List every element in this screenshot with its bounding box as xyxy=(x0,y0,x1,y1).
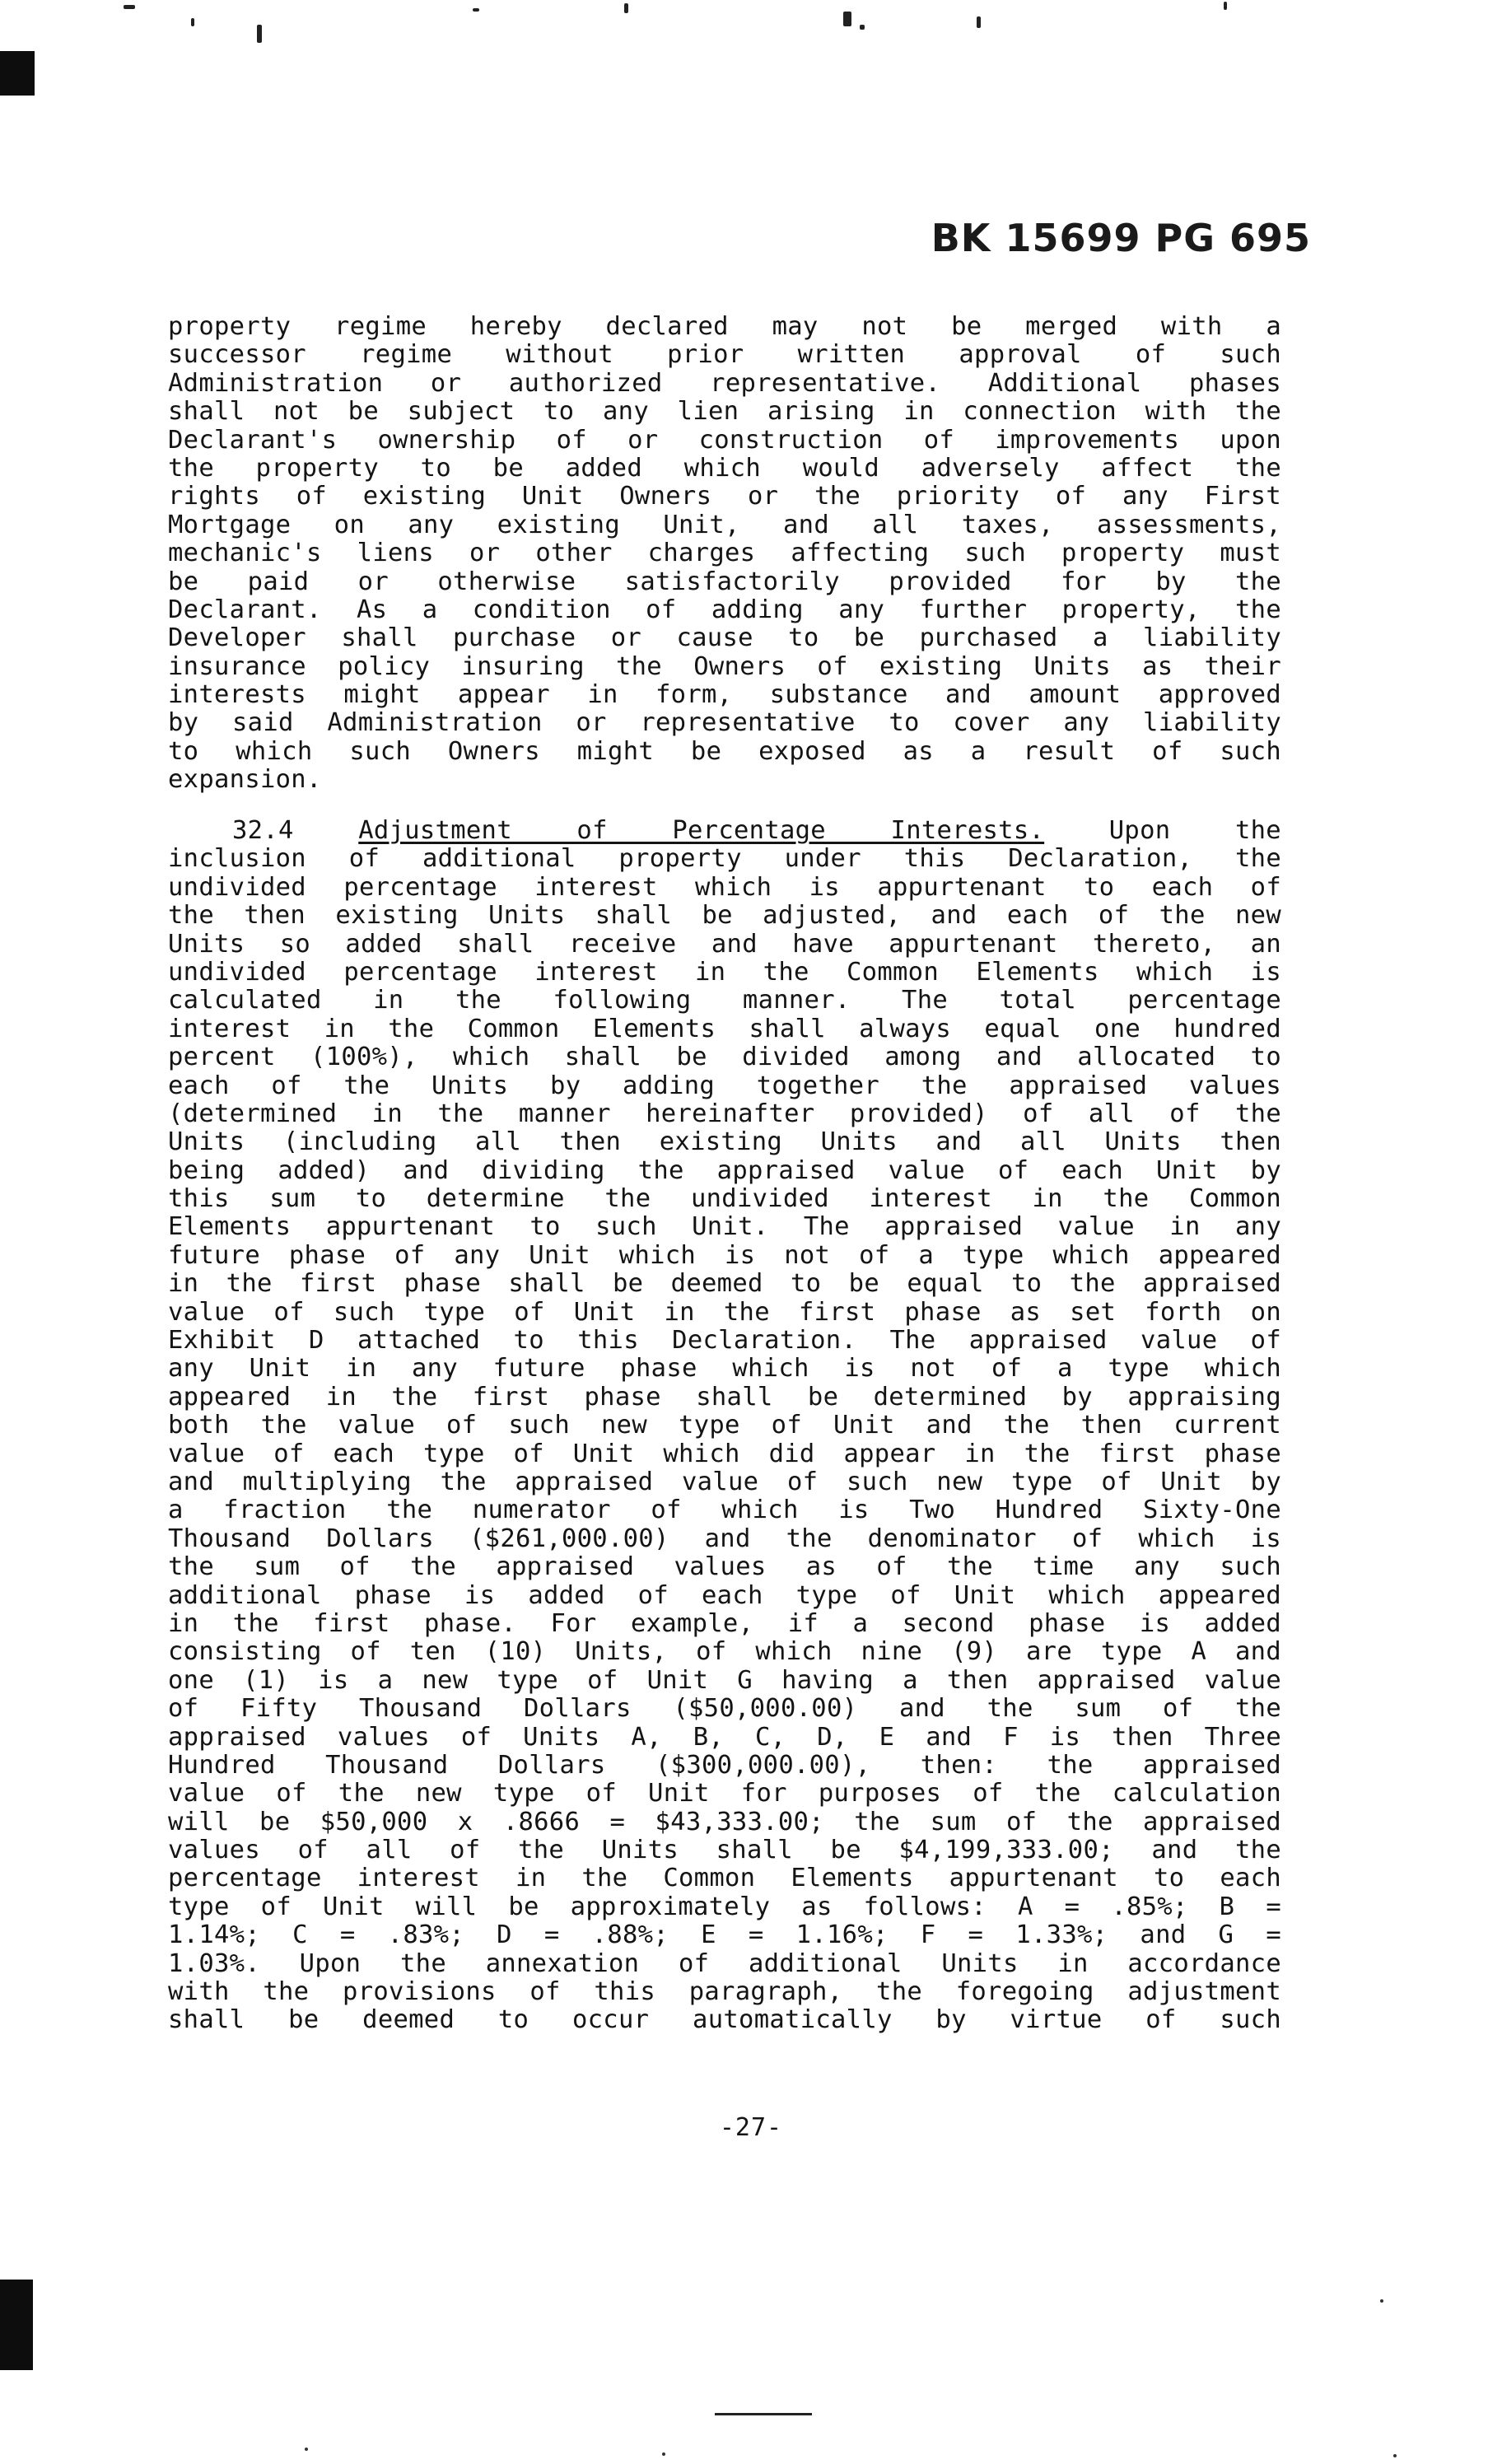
text-line: by said Administration or representative to cover any liability xyxy=(168,709,1281,738)
scan-speck xyxy=(124,5,135,9)
scan-speck xyxy=(305,2448,308,2451)
scan-speck xyxy=(1380,2299,1383,2303)
scan-speck xyxy=(1393,2454,1397,2457)
text-line: calculated in the following manner. The total percentage xyxy=(168,987,1281,1015)
text-line: values of all of the Units shall be $4,199,333.00; and the xyxy=(168,1836,1281,1865)
text-line: shall not be subject to any lien arising in connection with the xyxy=(168,398,1281,427)
text-line: Units (including all then existing Units and all Units then xyxy=(168,1128,1281,1157)
scan-speck xyxy=(1224,2,1227,10)
text-line: mechanic's liens or other charges affecting such property must xyxy=(168,539,1281,568)
text-line: the sum of the appraised values as of the time any such xyxy=(168,1553,1281,1582)
text-line: value of each type of Unit which did appear in the first phase xyxy=(168,1440,1281,1468)
book-page-reference: BK 15699 PG 695 xyxy=(931,216,1311,260)
scan-bottom-rule xyxy=(715,2413,812,2415)
text-line: appraised values of Units A, B, C, D, E and F is then Three xyxy=(168,1723,1281,1752)
text-line: Units so added shall receive and have appurtenant thereto, an xyxy=(168,930,1281,959)
paragraph-continued xyxy=(168,313,1281,795)
section-first-line xyxy=(168,817,1281,845)
section-32-4 xyxy=(168,817,1281,2035)
text-line: in the first phase. For example, if a second phase is added xyxy=(168,1609,1281,1638)
text-line: to which such Owners might be exposed as a result of such xyxy=(168,737,1281,766)
text-line: percentage interest in the Common Elements appurtenant to each xyxy=(168,1864,1281,1893)
text-line: of Fifty Thousand Dollars ($50,000.00) and the sum of the xyxy=(168,1695,1281,1724)
scan-speck xyxy=(191,18,194,26)
page-number: -27- xyxy=(719,2113,783,2142)
text-line: be paid or otherwise satisfactorily provided for by the xyxy=(168,567,1281,596)
scan-speck xyxy=(662,2452,665,2456)
text-line: consisting of ten (10) Units, of which nine (9) are type A and xyxy=(168,1638,1281,1667)
text-line: insurance policy insuring the Owners of existing Units as their xyxy=(168,652,1281,681)
text-line: 1.03%. Upon the annexation of additional Units in accordance xyxy=(168,1949,1281,1978)
scan-speck xyxy=(977,16,981,28)
scan-speck xyxy=(843,12,851,26)
scan-speck xyxy=(257,25,262,43)
text-line: one (1) is a new type of Unit G having a then appraised value xyxy=(168,1666,1281,1695)
text-line: a fraction the numerator of which is Two Hundred Sixty-One xyxy=(168,1496,1281,1525)
text-line: will be $50,000 x .8666 = $43,333.00; the sum of the appraised xyxy=(168,1808,1281,1836)
text-line: value of such type of Unit in the first phase as set forth on xyxy=(168,1298,1281,1327)
text-line: Declarant's ownership of or construction of improvements upon xyxy=(168,426,1281,455)
text-line: the property to be added which would adversely affect the xyxy=(168,454,1281,483)
text-line: Exhibit D attached to this Declaration. The appraised value of xyxy=(168,1327,1281,1356)
text-line: each of the Units by adding together the appraised values xyxy=(168,1071,1281,1100)
text-line: undivided percentage interest in the Common Elements which is xyxy=(168,958,1281,987)
text-line: appeared in the first phase shall be determined by appraising xyxy=(168,1383,1281,1412)
text-line: shall be deemed to occur automatically by virtue of such xyxy=(168,2006,1281,2035)
text-line: rights of existing Unit Owners or the priority of any First xyxy=(168,483,1281,511)
text-line: in the first phase shall be deemed to be equal to the appraised xyxy=(168,1270,1281,1299)
text-line: being added) and dividing the appraised value of each Unit by xyxy=(168,1156,1281,1185)
text-line: (determined in the manner hereinafter provided) of all of the xyxy=(168,1099,1281,1128)
text-line: Elements appurtenant to such Unit. The appraised value in any xyxy=(168,1213,1281,1242)
text-line: inclusion of additional property under this Declaration, the xyxy=(168,845,1281,874)
text-line: undivided percentage interest which is appurtenant to each of xyxy=(168,873,1281,902)
text-line: the then existing Units shall be adjusted, and each of the new xyxy=(168,902,1281,931)
text-line: successor regime without prior written approval of such xyxy=(168,341,1281,370)
section-first-line-rest: Upon the xyxy=(1108,817,1281,845)
section-heading: Adjustment of Percentage Interests. xyxy=(358,817,1045,845)
text-line: property regime hereby declared may not be merged with a xyxy=(168,313,1281,341)
text-line: Developer shall purchase or cause to be purchased a liability xyxy=(168,624,1281,653)
scan-speck xyxy=(473,8,479,12)
scan-top-margin xyxy=(0,0,1502,53)
scan-edge-bar-bottom xyxy=(0,2280,33,2370)
scan-speck xyxy=(624,3,628,13)
text-line: any Unit in any future phase which is not of a type which xyxy=(168,1355,1281,1384)
text-line: Declarant. As a condition of adding any further property, the xyxy=(168,595,1281,624)
text-line: both the value of such new type of Unit and the then current xyxy=(168,1412,1281,1440)
scan-speck xyxy=(860,25,865,30)
text-line: percent (100%), which shall be divided among and allocated to xyxy=(168,1043,1281,1072)
text-line: value of the new type of Unit for purposes of the calculation xyxy=(168,1780,1281,1808)
text-line: future phase of any Unit which is not of a type which appeared xyxy=(168,1241,1281,1270)
text-line: additional phase is added of each type of Unit which appeared xyxy=(168,1581,1281,1610)
text-line: type of Unit will be approximately as follows: A = .85%; B = xyxy=(168,1892,1281,1921)
section-number: 32.4 xyxy=(232,817,294,845)
text-line: with the provisions of this paragraph, the foregoing adjustment xyxy=(168,1978,1281,2007)
text-line: this sum to determine the undivided interest in the Common xyxy=(168,1185,1281,1214)
text-line: interests might appear in form, substance and amount approved xyxy=(168,681,1281,710)
text-line: expansion. xyxy=(168,766,322,795)
text-line: Hundred Thousand Dollars ($300,000.00), then: the appraised xyxy=(168,1751,1281,1780)
text-line: interest in the Common Elements shall always equal one hundred xyxy=(168,1015,1281,1043)
text-line: 1.14%; C = .83%; D = .88%; E = 1.16%; F = 1.33%; and G = xyxy=(168,1921,1281,1950)
scan-edge-bar-top xyxy=(0,51,35,96)
text-line: Thousand Dollars ($261,000.00) and the denominator of which is xyxy=(168,1524,1281,1553)
text-line: Administration or authorized representative. Additional phases xyxy=(168,369,1281,398)
text-line: Mortgage on any existing Unit, and all taxes, assessments, xyxy=(168,511,1281,539)
text-line: and multiplying the appraised value of such new type of Unit by xyxy=(168,1468,1281,1496)
